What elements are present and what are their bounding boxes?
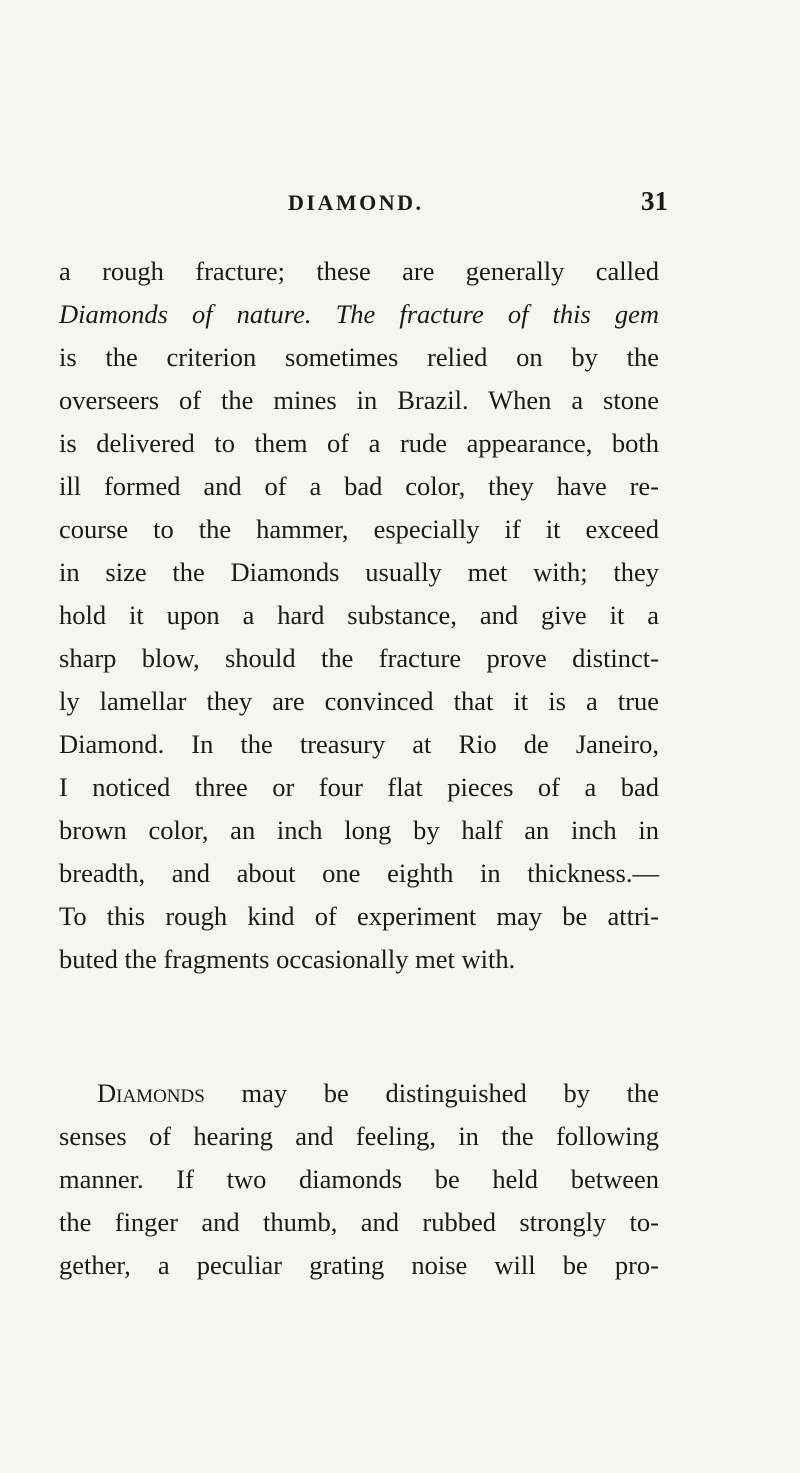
text-line: hold it upon a hard substance, and give it a [59,600,659,630]
text-line: a rough fracture; these are generally called [59,256,659,286]
running-title: DIAMOND. [288,190,424,215]
text-line: brown color, an inch long by half an inch in [59,815,659,845]
text-line: is delivered to them of a rude appearance, both [59,428,659,458]
text-line: gether, a peculiar grating noise will be pro- [59,1250,659,1280]
page-number: 31 [641,186,668,216]
text-line: ly lamellar they are convinced that it is a true [59,686,659,716]
text-line: manner. If two diamonds be held between [59,1164,659,1194]
text-line: I noticed three or four flat pieces of a bad [59,772,659,802]
text-line: Diamonds of nature. The fracture of this gem [59,299,659,329]
text-line: the finger and thumb, and rubbed strongly to- [59,1207,659,1237]
text-line-first [59,1072,659,1115]
text-line: course to the hammer, especially if it exceed [59,514,659,544]
paragraph-1 [59,250,659,981]
text-line: buted the fragments occasionally met with. [59,944,516,974]
paragraph-gap [59,981,659,1072]
text-line: ill formed and of a bad color, they have re- [59,471,659,501]
text-line: in size the Diamonds usually met with; they [59,557,659,587]
text-line: overseers of the mines in Brazil. When a stone [59,385,659,415]
lead-word: Diamonds [97,1078,205,1108]
paragraph-2 [59,1072,659,1287]
text-line: sharp blow, should the fracture prove distinct- [59,643,659,673]
text-line: breadth, and about one eighth in thickness.— [59,858,659,888]
body-text [59,250,659,1287]
first-line-rest: may be distinguished by the [241,1078,659,1108]
text-line: Diamond. In the treasury at Rio de Janeiro, [59,729,659,759]
text-line: To this rough kind of experiment may be attri- [59,901,659,931]
text-line: senses of hearing and feeling, in the following [59,1121,659,1151]
running-head [0,186,800,220]
text-line: is the criterion sometimes relied on by the [59,342,659,372]
